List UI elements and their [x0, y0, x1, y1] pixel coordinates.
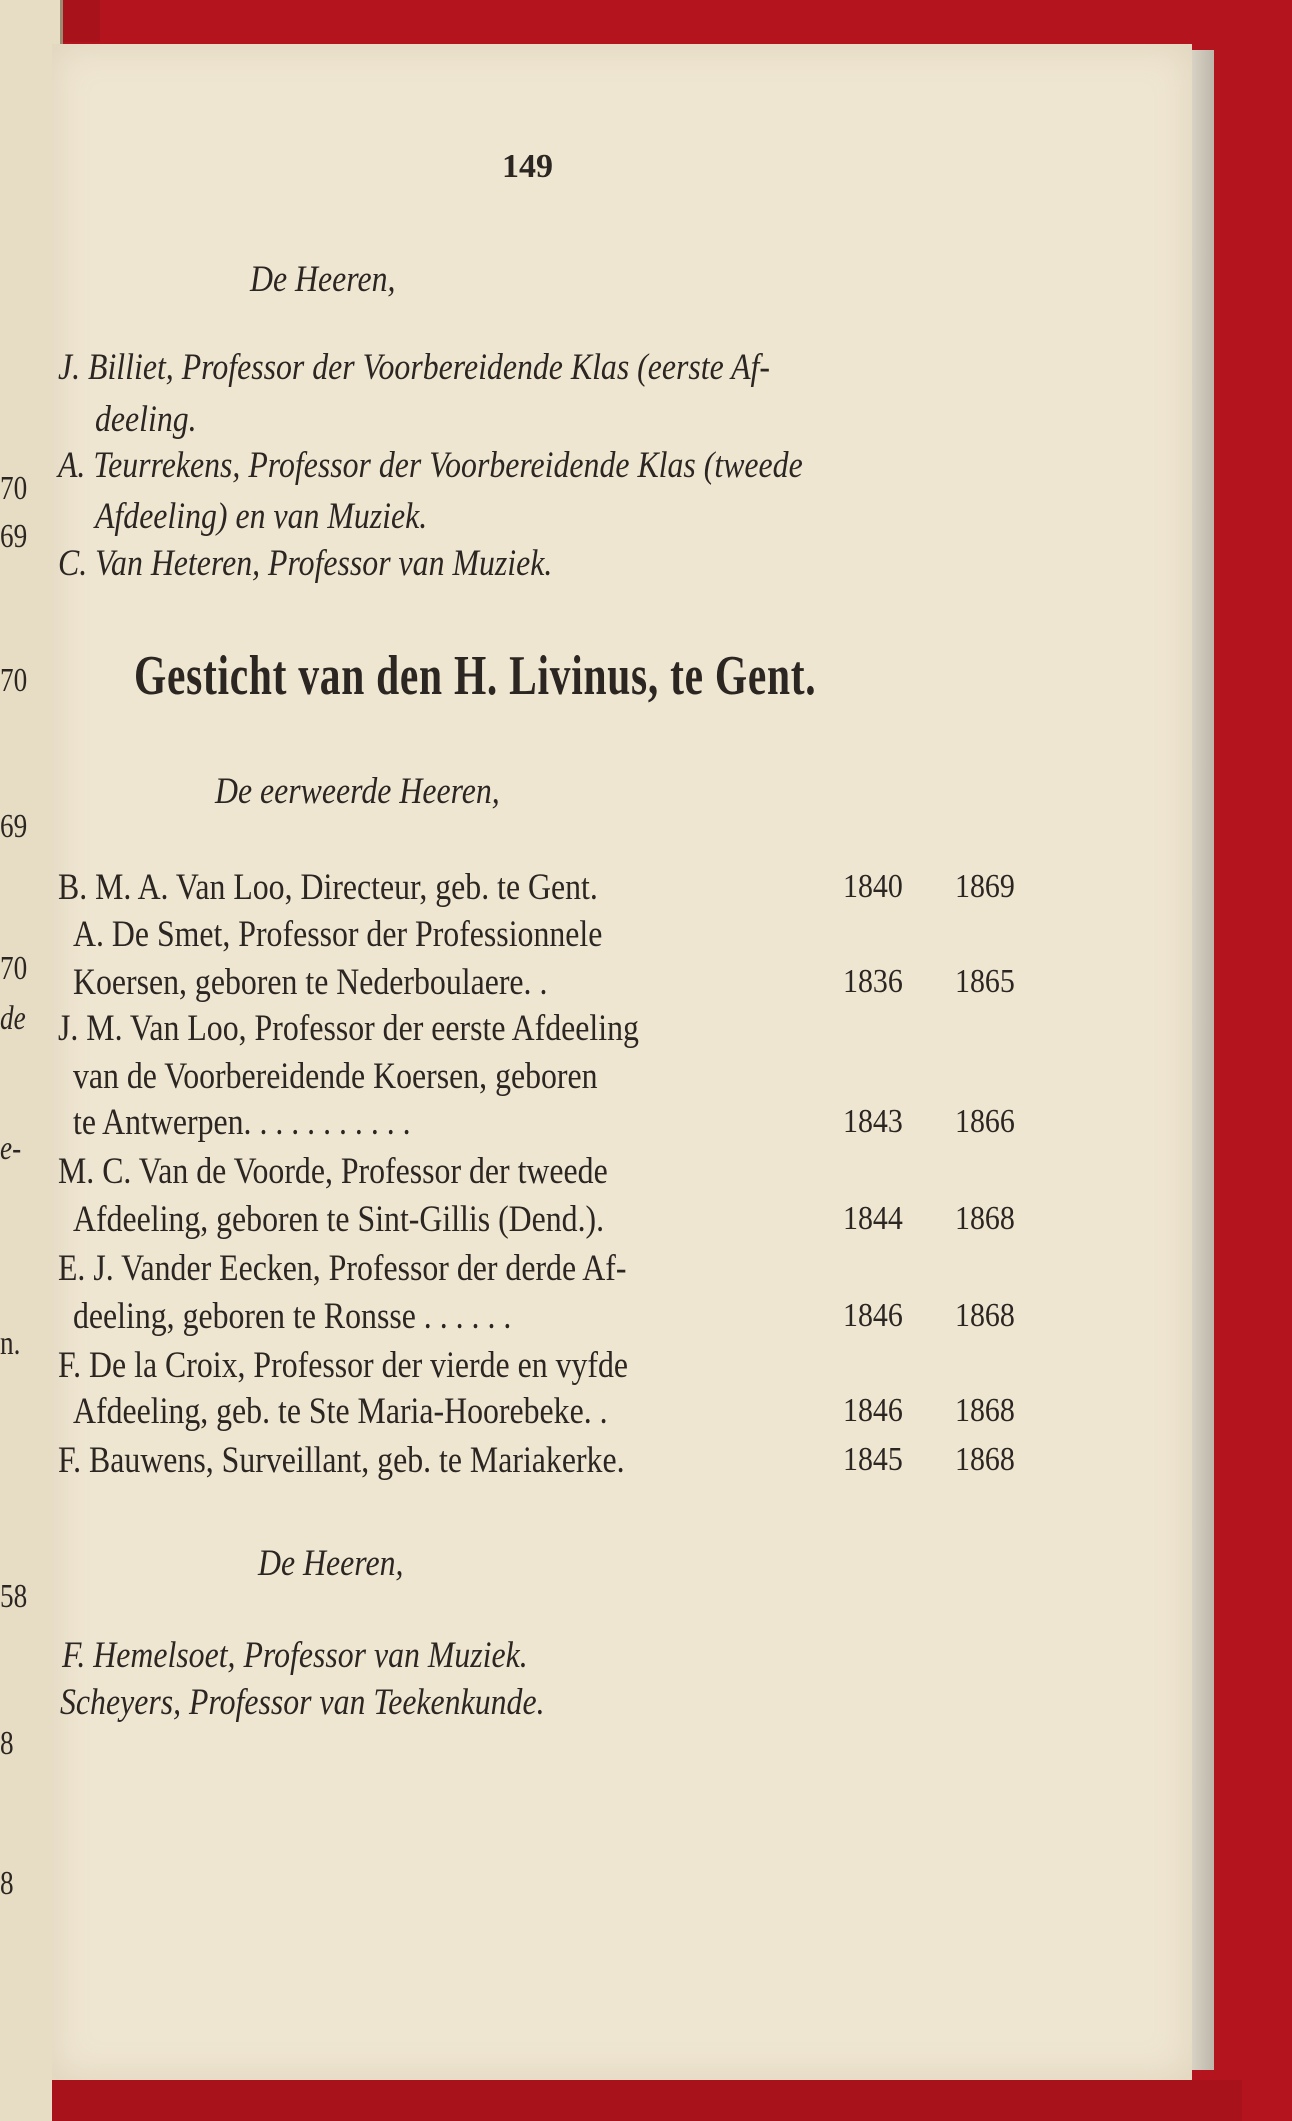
entry-text: M. C. Van de Voorde, Professor der tweede: [58, 1151, 608, 1192]
margin-fragment: e-: [0, 1130, 22, 1167]
entry-text: Afdeeling, geb. te Ste Maria-Hoorebeke. .: [73, 1391, 608, 1432]
text-line: C. Van Heteren, Professor van Muziek.: [58, 543, 553, 584]
margin-fragment: n.: [0, 1325, 21, 1362]
margin-fragment: 70: [0, 470, 28, 507]
book-cover-bottom: [52, 2080, 1242, 2121]
salutation: De eerweerde Heeren,: [215, 771, 500, 812]
entry-text: F. Bauwens, Surveillant, geb. te Mariakerke.: [58, 1440, 625, 1481]
page-number: 149: [502, 148, 553, 185]
section-heading: Gesticht van den H. Livinus, te Gent.: [134, 645, 817, 707]
text-line: Afdeeling) en van Muziek.: [95, 496, 428, 537]
birth-year: 1846: [843, 1392, 903, 1429]
text-line: A. Teurrekens, Professor der Voorbereidende Klas (tweede: [58, 445, 803, 486]
margin-fragment: 70: [0, 662, 28, 699]
page-edge: [1192, 50, 1214, 2070]
appointment-year: 1868: [955, 1200, 1015, 1237]
entry-text: E. J. Vander Eecken, Professor der derde Af-: [58, 1248, 627, 1289]
entry-text: Koersen, geboren te Nederboulaere. .: [73, 962, 548, 1003]
text-line: deeling.: [95, 399, 197, 440]
entry-text: van de Voorbereidende Koersen, geboren: [73, 1056, 598, 1097]
appointment-year: 1866: [955, 1103, 1015, 1140]
margin-fragment: 69: [0, 808, 28, 845]
margin-fragment: 58: [0, 1578, 28, 1615]
entry-text: F. De la Croix, Professor der vierde en vyfde: [58, 1345, 629, 1386]
birth-year: 1836: [843, 963, 903, 1000]
birth-year: 1845: [843, 1441, 903, 1478]
book-page: [52, 44, 1192, 2080]
entry-text: B. M. A. Van Loo, Directeur, geb. te Gent.: [58, 867, 598, 908]
birth-year: 1840: [843, 868, 903, 905]
margin-fragment: 70: [0, 950, 28, 987]
entry-text: deeling, geboren te Ronsse . . . . . .: [73, 1296, 512, 1337]
appointment-year: 1868: [955, 1441, 1015, 1478]
entry-text: te Antwerpen. . . . . . . . . . .: [73, 1102, 411, 1143]
margin-fragment: 8: [0, 1725, 14, 1762]
margin-fragment: 8: [0, 1865, 14, 1902]
appointment-year: 1868: [955, 1297, 1015, 1334]
text-line: Scheyers, Professor van Teekenkunde.: [60, 1682, 545, 1723]
appointment-year: 1865: [955, 963, 1015, 1000]
margin-fragment: 69: [0, 518, 28, 555]
birth-year: 1846: [843, 1297, 903, 1334]
text-line: J. Billiet, Professor der Voorbereidende Klas (eerste Af-: [58, 347, 770, 388]
appointment-year: 1869: [955, 868, 1015, 905]
text-line: F. Hemelsoet, Professor van Muziek.: [62, 1635, 528, 1676]
appointment-year: 1868: [955, 1392, 1015, 1429]
birth-year: 1844: [843, 1200, 903, 1237]
entry-text: J. M. Van Loo, Professor der eerste Afdeeling: [58, 1008, 639, 1049]
entry-text: A. De Smet, Professor der Professionnele: [73, 914, 603, 955]
salutation: De Heeren,: [250, 259, 396, 300]
margin-fragment: de: [0, 1000, 26, 1037]
entry-text: Afdeeling, geboren te Sint-Gillis (Dend.).: [73, 1199, 605, 1240]
birth-year: 1843: [843, 1103, 903, 1140]
salutation: De Heeren,: [258, 1543, 404, 1584]
